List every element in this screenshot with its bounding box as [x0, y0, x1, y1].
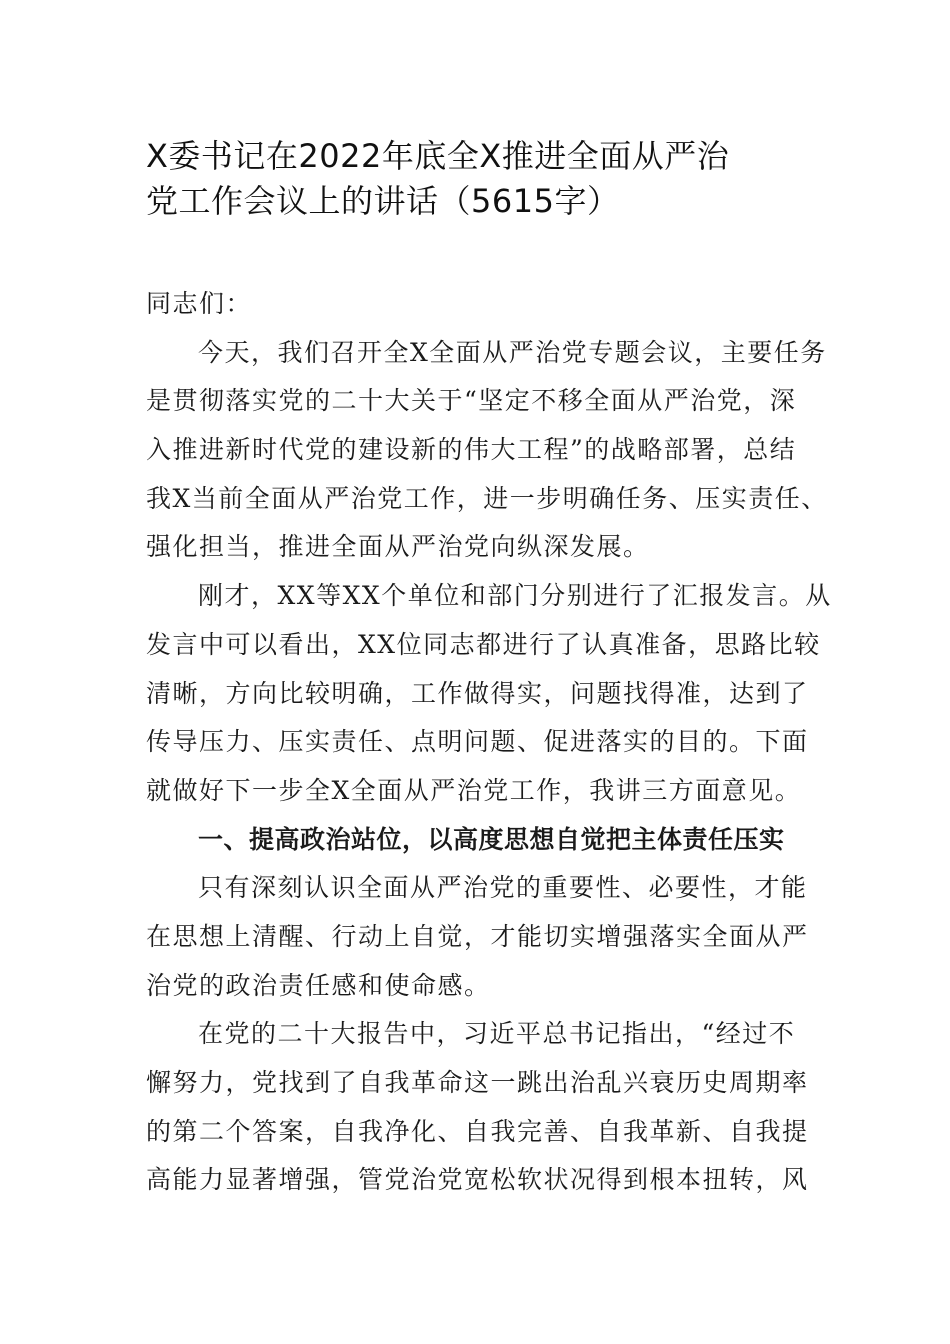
paragraph-line: 清晰，方向比较明确，工作做得实，问题找得准，达到了: [146, 678, 809, 708]
title-line: 党工作会议上的讲话（5615字）: [146, 182, 620, 220]
document-title: [146, 134, 816, 224]
paragraph-line: 高能力显著增强，管党治党宽松软状况得到根本扭转，风: [146, 1165, 809, 1195]
paragraph-line: 刚才，XX等XX个单位和部门分别进行了汇报发言。从: [198, 581, 832, 611]
paragraph-line: 在思想上清醒、行动上自觉，才能切实增强落实全面从严: [146, 921, 809, 951]
document-body: [146, 280, 832, 1205]
paragraph-line: 今天，我们召开全X全面从严治党专题会议，主要任务: [198, 337, 827, 367]
paragraph-line: 是贯彻落实党的二十大关于“坚定不移全面从严治党，深: [146, 386, 797, 416]
paragraph-line: 的第二个答案，自我净化、自我完善、自我革新、自我提: [146, 1116, 809, 1146]
paragraph-line: 就做好下一步全X全面从严治党工作，我讲三方面意见。: [146, 775, 802, 805]
paragraph-line: 懈努力，党找到了自我革命这一跳出治乱兴衰历史周期率: [146, 1068, 809, 1097]
paragraph-line: 入推进新时代党的建设新的伟大工程”的战略部署，总结: [146, 435, 797, 465]
section-heading: 一、提高政治站位，以高度思想自觉把主体责任压实: [198, 824, 785, 854]
title-line: X委书记在2022年底全X推进全面从严治: [146, 137, 730, 175]
paragraph-line: 传导压力、压实责任、点明问题、促进落实的目的。下面: [146, 727, 809, 757]
paragraph-line: 我X当前全面从严治党工作，进一步明确任务、压实责任、: [146, 483, 828, 513]
paragraph-line: 只有深刻认识全面从严治党的重要性、必要性，才能: [198, 873, 808, 903]
salutation: 同志们：: [146, 289, 253, 318]
paragraph-line: 强化担当，推进全面从严治党向纵深发展。: [146, 532, 650, 562]
paragraph-line: 治党的政治责任感和使命感。: [146, 970, 491, 1000]
paragraph-line: 发言中可以看出，XX位同志都进行了认真准备，思路比较: [146, 629, 821, 659]
paragraph-line: 在党的二十大报告中，习近平总书记指出，“经过不: [198, 1019, 796, 1049]
